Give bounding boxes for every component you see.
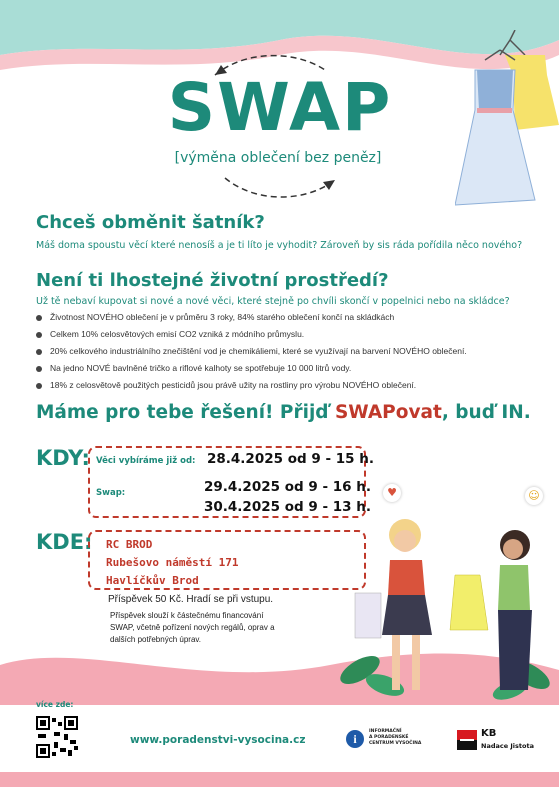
where-label: KDE:	[36, 530, 93, 554]
page-subtitle: [výměna oblečení bez peněz]	[174, 150, 382, 166]
where-line-1: RC BROD	[106, 538, 153, 551]
question-environment-heading: Není ti lhostejné životní prostředí?	[36, 270, 389, 291]
women-shopping-illustration	[350, 515, 559, 705]
qr-code-icon[interactable]	[36, 716, 78, 758]
cycle-arrow-bottom-icon	[215, 168, 345, 208]
list-item-text: Na jedno NOVÉ bavlněné tričko a riflové kalhoty se spotřebuje 10 000 litrů vody.	[50, 363, 352, 373]
swap-time-day1: 29.4.2025 od 9 - 16 h.	[204, 479, 371, 495]
bullet-icon	[36, 383, 42, 389]
list-item	[36, 312, 394, 322]
when-label: KDY:	[36, 446, 90, 470]
fee-text: Příspěvek 50 Kč. Hradí se při vstupu.	[108, 594, 274, 605]
list-item-text: 20% celkového industriálního znečištění vod je chemikáliemi, které se využívají na barvení NOVÉHO oblečení.	[50, 346, 467, 356]
bullet-icon	[36, 366, 42, 372]
heart-icon: ♥	[383, 484, 401, 502]
swap-time-day2: 30.4.2025 od 9 - 13 h.	[204, 499, 371, 515]
kb-foundation-name: Nadace Jistota	[481, 742, 534, 750]
list-item-text: Celkem 10% celosvětových emisí CO2 vzniká z módního průmyslu.	[50, 329, 305, 339]
bullet-icon	[36, 332, 42, 338]
collect-label: Věci vybíráme již od:	[96, 456, 196, 466]
info-center-logo-text	[369, 729, 421, 747]
collect-time: 28.4.2025 od 9 - 15 h.	[207, 451, 374, 467]
fee-note-2: SWAP, včetně pořízení nových regálů, oprav a	[110, 623, 275, 632]
question-wardrobe-heading: Chceš obměnit šatník?	[36, 212, 265, 233]
list-item	[36, 363, 351, 373]
fee-note-3: dalších potřebných úprav.	[110, 635, 202, 644]
solution-heading	[36, 402, 531, 423]
info-logo-line-3: CENTRUM VYSOČINA	[369, 741, 422, 746]
smiley-icon: ☺	[525, 487, 543, 505]
where-line-3: Havlíčkův Brod	[106, 574, 199, 587]
list-item	[36, 329, 304, 339]
kb-logo-text: KB	[481, 728, 497, 739]
list-item-text: Životnost NOVÉHO oblečení je v průměru 3 roky, 84% starého oblečení končí na skládkách	[50, 312, 395, 322]
list-item	[36, 380, 416, 390]
bullet-icon	[36, 315, 42, 321]
info-center-logo-icon: i	[346, 730, 364, 748]
question-wardrobe-text: Máš doma spoustu věcí které nenosíš a je ti líto je vyhodit? Zároveň by sis ráda pořídila něco nového?	[36, 240, 523, 251]
bullet-icon	[36, 349, 42, 355]
website-link[interactable]: www.poradenstvi-vysocina.cz	[130, 734, 306, 746]
list-item-text: 18% z celosvětově použitých pesticidů jsou právě užity na rostliny pro výrobu NOVÉHO oblečení.	[50, 380, 417, 390]
list-item	[36, 346, 467, 356]
more-info-label: více zde:	[36, 700, 74, 709]
where-line-2: Rubešovo náměstí 171	[106, 556, 239, 569]
solution-text-end: , buď IN.	[441, 402, 531, 423]
swap-label: Swap:	[96, 488, 126, 498]
solution-text-start: Máme pro tebe řešení! Přijď	[36, 402, 335, 423]
question-environment-text: Už tě nebaví kupovat si nové a nové věci, které stejně po chvíli skončí v popelnici nebo na skládce?	[36, 296, 510, 307]
solution-highlight: SWAPovat	[334, 402, 442, 423]
info-logo-line-1: INFORMAČNÍ	[369, 729, 402, 734]
fee-note-1: Příspěvek slouží k částečnému financování	[110, 611, 264, 620]
page-title: SWAP	[167, 69, 393, 146]
info-logo-line-2: A PORADENSKÉ	[369, 735, 409, 740]
kb-logo-icon	[457, 730, 477, 750]
dresses-illustration	[455, 30, 559, 220]
